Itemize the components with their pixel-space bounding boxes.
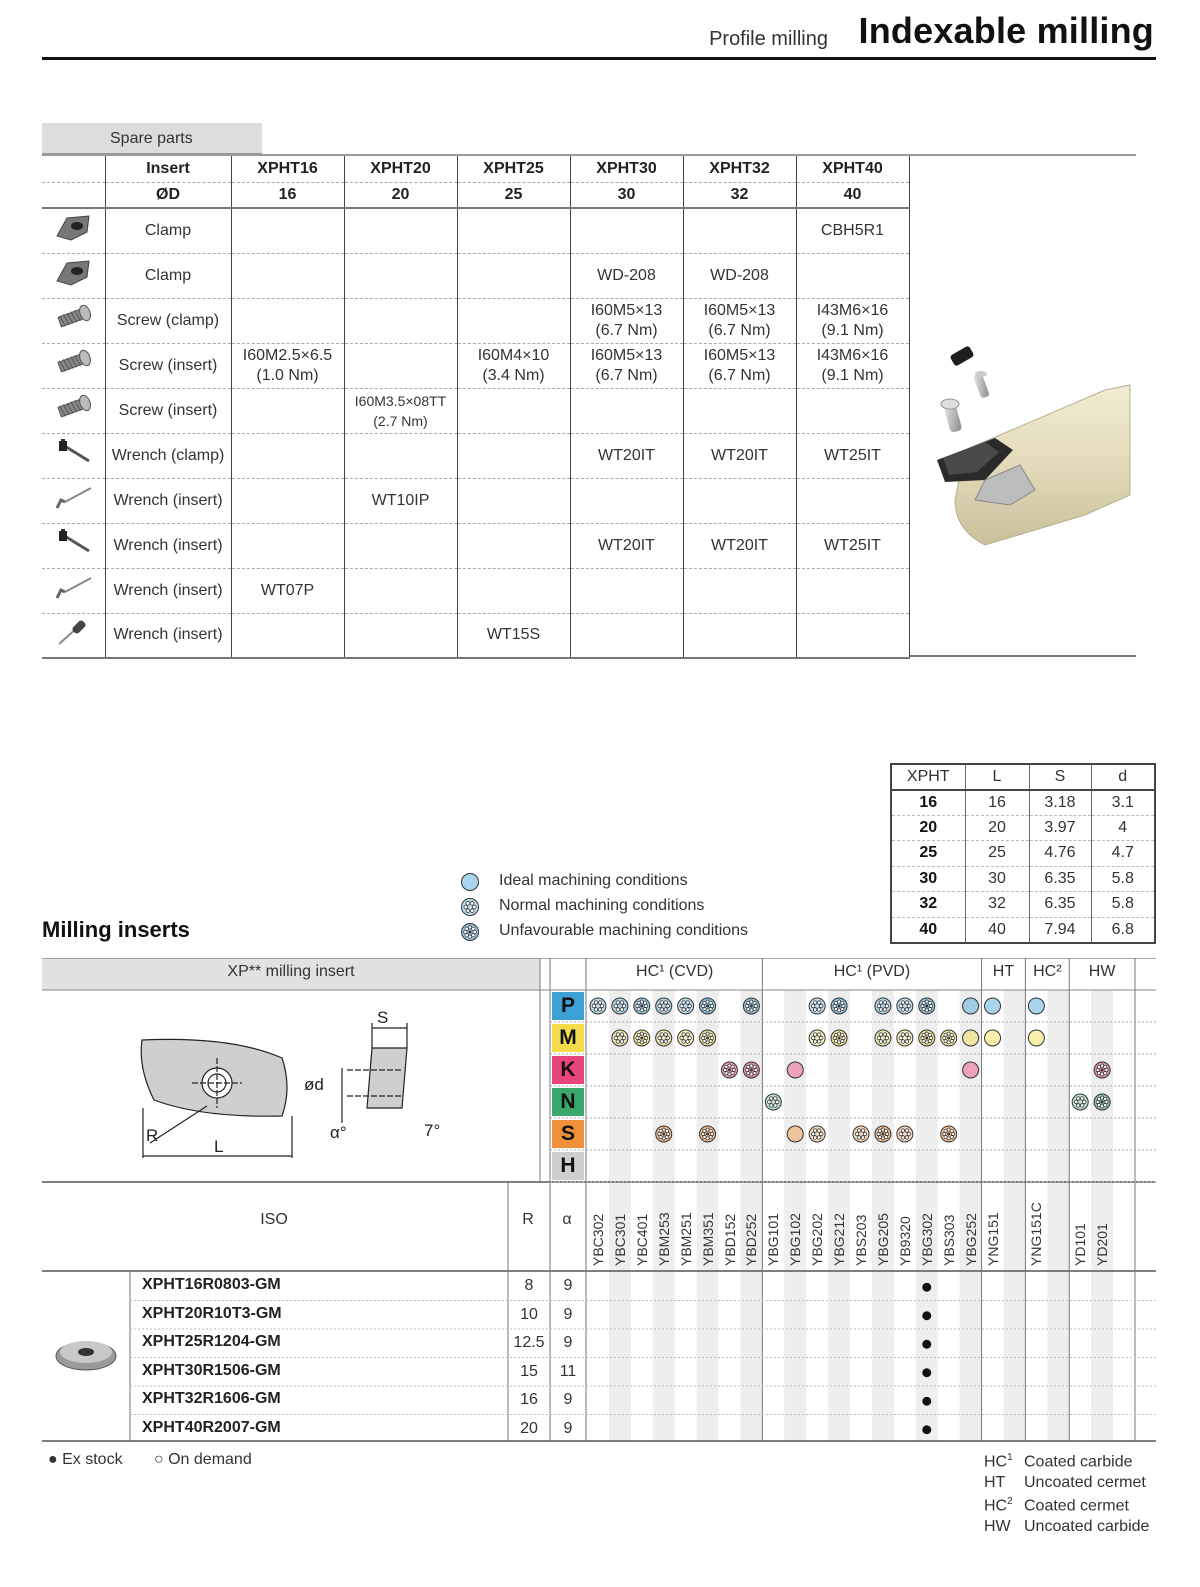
part-code-cell xyxy=(231,613,344,658)
part-code-cell: WD-208 xyxy=(683,253,796,298)
insert-iso-code: XPHT16R0803-GM xyxy=(142,1276,281,1293)
dims-row xyxy=(891,841,1155,867)
grade-name: YD201 xyxy=(1094,1223,1111,1266)
ideal-symbol xyxy=(1028,998,1044,1014)
on-demand-legend: ○ On demand xyxy=(154,1451,252,1468)
dims-cell: 30 xyxy=(965,866,1029,892)
grade-name: YBG302 xyxy=(918,1213,935,1266)
t-wrench-icon xyxy=(42,433,105,478)
part-code-cell xyxy=(231,523,344,568)
unfav-symbol xyxy=(831,1030,847,1046)
abbreviation-value: Uncoated cermet xyxy=(1024,1474,1146,1491)
dims-cell: 3.97 xyxy=(1029,815,1091,841)
unfav-symbol xyxy=(941,1126,957,1142)
diagram-label-S: S xyxy=(377,1008,389,1027)
part-code-cell: I60M5×13 (6.7 Nm) xyxy=(683,343,796,388)
insert-radius: 10 xyxy=(520,1305,538,1323)
diagram-label-d: ød xyxy=(304,1075,324,1094)
dims-cell: 20 xyxy=(965,815,1029,841)
ex-stock-dot xyxy=(922,1397,931,1406)
part-label: Clamp xyxy=(105,208,231,253)
part-label: Wrench (clamp) xyxy=(105,433,231,478)
unfav-symbol xyxy=(831,998,847,1014)
normal-symbol xyxy=(875,1030,891,1046)
part-code-cell: I60M3.5×08TT (2.7 Nm) xyxy=(344,388,457,433)
unfav-symbol xyxy=(1094,1062,1110,1078)
grade-name: YBS303 xyxy=(940,1214,957,1266)
dims-cell: 5.8 xyxy=(1091,892,1155,918)
part-label: Clamp xyxy=(105,253,231,298)
dims-cell: 3.18 xyxy=(1029,790,1091,816)
screw-icon xyxy=(42,388,105,433)
l-wrench-icon xyxy=(42,568,105,613)
unfav-symbol xyxy=(875,1126,891,1142)
ideal-symbol xyxy=(787,1126,803,1142)
screw-icon xyxy=(42,298,105,343)
ideal-symbol xyxy=(985,998,1001,1014)
l-wrench-icon xyxy=(42,478,105,523)
dims-header: d xyxy=(1091,764,1155,790)
normal-symbol xyxy=(678,1030,694,1046)
insert-alpha: 9 xyxy=(563,1305,573,1323)
part-code-cell xyxy=(570,613,683,658)
part-code-cell: I60M2.5×6.5 (1.0 Nm) xyxy=(231,343,344,388)
spare-part-row xyxy=(42,523,909,568)
header-blank-cell xyxy=(42,182,105,208)
normal-symbol xyxy=(1072,1094,1088,1110)
spare-part-row xyxy=(42,568,909,613)
dims-header: S xyxy=(1029,764,1091,790)
spare-part-row xyxy=(42,208,909,253)
spare-parts-tab xyxy=(42,123,262,155)
page-title: Indexable milling xyxy=(858,10,1154,51)
header-blank-cell xyxy=(42,156,105,182)
milling-cutter-image xyxy=(925,330,1135,550)
dims-cell: 6.35 xyxy=(1029,866,1091,892)
part-code-cell: I60M5×13 (6.7 Nm) xyxy=(683,298,796,343)
part-label: Screw (clamp) xyxy=(105,298,231,343)
part-code-cell xyxy=(796,568,909,613)
ideal-symbol xyxy=(963,1030,979,1046)
normal-condition-icon xyxy=(460,897,479,916)
column-header: XPHT30 xyxy=(570,156,683,182)
grade-name: YBM251 xyxy=(677,1212,694,1266)
part-code-cell xyxy=(344,568,457,613)
material-code: K xyxy=(560,1058,576,1081)
unfav-symbol xyxy=(634,998,650,1014)
normal-symbol xyxy=(853,1126,869,1142)
part-code-cell xyxy=(231,253,344,298)
part-code-cell xyxy=(570,568,683,613)
grade-name: YBC301 xyxy=(611,1213,628,1266)
insert-iso-code: XPHT20R10T3-GM xyxy=(142,1304,282,1322)
part-code-cell: I43M6×16 (9.1 Nm) xyxy=(796,298,909,343)
part-label: Screw (insert) xyxy=(105,343,231,388)
normal-symbol xyxy=(612,998,628,1014)
unfav-symbol xyxy=(700,998,716,1014)
dims-cell: 4.7 xyxy=(1091,841,1155,867)
material-code: S xyxy=(560,1122,575,1145)
diameter-header: 16 xyxy=(231,182,344,208)
grade-name: YBM253 xyxy=(655,1212,672,1266)
ideal-symbol xyxy=(963,998,979,1014)
dims-cell: 30 xyxy=(891,866,965,892)
alpha-header: α xyxy=(562,1211,572,1228)
column-header: XPHT32 xyxy=(683,156,796,182)
abbreviation-sup: 2 xyxy=(1007,1496,1013,1507)
insert-alpha: 9 xyxy=(563,1419,573,1437)
spare-part-row xyxy=(42,613,909,658)
column-header: Insert xyxy=(105,156,231,182)
part-code-cell xyxy=(344,433,457,478)
grade-selection-grid xyxy=(42,958,1156,1442)
part-code-cell xyxy=(344,523,457,568)
dims-header: L xyxy=(965,764,1029,790)
part-code-cell: WT20IT xyxy=(570,523,683,568)
dims-header: XPHT xyxy=(891,764,965,790)
abbreviation-key: HT xyxy=(984,1474,1006,1491)
spare-parts-label: Spare parts xyxy=(110,130,193,147)
ideal-symbol xyxy=(1028,1030,1044,1046)
dims-cell: 25 xyxy=(965,841,1029,867)
ideal-symbol xyxy=(985,1030,1001,1046)
part-code-cell: I60M5×13 (6.7 Nm) xyxy=(570,343,683,388)
spare-part-row xyxy=(42,478,909,523)
dims-cell: 32 xyxy=(891,892,965,918)
grade-name: YBG205 xyxy=(874,1213,891,1266)
unfav-symbol xyxy=(721,1062,737,1078)
unfav-symbol xyxy=(919,998,935,1014)
spare-parts-table xyxy=(42,156,910,659)
unfav-symbol xyxy=(743,998,759,1014)
dims-cell: 5.8 xyxy=(1091,866,1155,892)
normal-symbol xyxy=(809,1126,825,1142)
insert-alpha: 9 xyxy=(563,1277,573,1294)
part-code-cell: WT15S xyxy=(457,613,570,658)
insert-radius: 12.5 xyxy=(513,1334,545,1351)
part-code-cell xyxy=(570,208,683,253)
normal-symbol xyxy=(875,998,891,1014)
part-code-cell xyxy=(457,253,570,298)
insert-iso-code: XPHT32R1606-GM xyxy=(142,1390,281,1407)
part-code-cell: I60M4×10 (3.4 Nm) xyxy=(457,343,570,388)
insert-alpha: 9 xyxy=(563,1334,573,1351)
spare-part-row xyxy=(42,343,909,388)
page-header xyxy=(42,0,1156,60)
unfav-symbol xyxy=(634,1030,650,1046)
dims-row xyxy=(891,917,1155,943)
normal-symbol xyxy=(765,1094,781,1110)
part-code-cell xyxy=(344,298,457,343)
diagram-label-angle: 7° xyxy=(424,1121,441,1140)
insert-radius: 8 xyxy=(524,1277,534,1294)
dims-cell: 6.35 xyxy=(1029,892,1091,918)
part-code-cell: I60M5×13 (6.7 Nm) xyxy=(570,298,683,343)
insert-iso-code: XPHT25R1204-GM xyxy=(142,1333,281,1350)
insert-radius: 20 xyxy=(520,1419,538,1437)
part-code-cell xyxy=(570,388,683,433)
dims-cell: 20 xyxy=(891,815,965,841)
dims-cell: 16 xyxy=(891,790,965,816)
part-code-cell: WT10IP xyxy=(344,478,457,523)
section-subtitle: Profile milling xyxy=(709,28,828,50)
abbreviation-entry xyxy=(984,1474,1146,1492)
grade-name: YBD152 xyxy=(721,1213,738,1266)
part-code-cell: WT07P xyxy=(231,568,344,613)
insert-header: XP** milling insert xyxy=(227,963,355,980)
diameter-header: 30 xyxy=(570,182,683,208)
spare-part-row xyxy=(42,433,909,478)
ex-stock-dot xyxy=(922,1425,931,1434)
dims-cell: 4.76 xyxy=(1029,841,1091,867)
part-code-cell xyxy=(344,208,457,253)
dims-cell: 4 xyxy=(1091,815,1155,841)
part-label: Wrench (insert) xyxy=(105,478,231,523)
unfavourable-condition-icon xyxy=(460,922,479,941)
part-code-cell xyxy=(796,253,909,298)
abbreviation-value: Coated carbide xyxy=(1024,1453,1133,1471)
part-code-cell xyxy=(683,208,796,253)
grade-group-label: HC² xyxy=(1033,963,1062,980)
material-code: M xyxy=(559,1026,577,1049)
part-code-cell xyxy=(457,568,570,613)
dims-cell: 6.8 xyxy=(1091,917,1155,943)
diameter-header: 32 xyxy=(683,182,796,208)
abbreviation-entry xyxy=(984,1496,1129,1515)
spare-part-row xyxy=(42,253,909,298)
part-code-cell xyxy=(231,208,344,253)
spare-part-row xyxy=(42,298,909,343)
abbreviation-key: HC xyxy=(984,1453,1008,1471)
abbreviation-value: Coated cermet xyxy=(1024,1497,1129,1515)
diameter-header: 25 xyxy=(457,182,570,208)
part-code-cell xyxy=(457,298,570,343)
part-code-cell xyxy=(231,298,344,343)
t-wrench-icon xyxy=(42,523,105,568)
normal-symbol xyxy=(590,998,606,1014)
dims-cell: 7.94 xyxy=(1029,917,1091,943)
insert-diagram xyxy=(141,1023,407,1158)
part-label: Wrench (insert) xyxy=(105,568,231,613)
part-code-cell xyxy=(344,343,457,388)
column-header: XPHT20 xyxy=(344,156,457,182)
grade-name: YBG212 xyxy=(831,1213,848,1266)
grade-name: YBG101 xyxy=(765,1213,782,1266)
column-header: XPHT40 xyxy=(796,156,909,182)
unfav-symbol xyxy=(656,1126,672,1142)
part-code-cell: WT20IT xyxy=(570,433,683,478)
normal-symbol xyxy=(656,1030,672,1046)
dims-row xyxy=(891,866,1155,892)
insert-iso-code: XPHT30R1506-GM xyxy=(142,1361,281,1379)
dims-cell: 25 xyxy=(891,841,965,867)
iso-header: ISO xyxy=(260,1211,288,1228)
part-label: Wrench (insert) xyxy=(105,523,231,568)
dims-row xyxy=(891,790,1155,816)
legend-label: Unfavourable machining conditions xyxy=(499,922,749,939)
ideal-symbol xyxy=(963,1062,979,1078)
unfav-symbol xyxy=(941,1030,957,1046)
clamp-icon xyxy=(42,253,105,298)
ex-stock-legend: ● Ex stock xyxy=(48,1451,123,1468)
grade-group-label: HW xyxy=(1088,963,1116,980)
divider xyxy=(910,655,1136,657)
diagram-label-R: R xyxy=(146,1126,159,1145)
ex-stock-dot xyxy=(922,1283,931,1292)
insert-photo xyxy=(56,1341,116,1370)
part-code-cell xyxy=(570,478,683,523)
part-code-cell: I43M6×16 (9.1 Nm) xyxy=(796,343,909,388)
ideal-condition-icon xyxy=(460,872,479,891)
part-code-cell xyxy=(344,253,457,298)
dimensions-table xyxy=(890,763,1156,944)
grade-name: YD101 xyxy=(1072,1223,1089,1266)
part-code-cell xyxy=(344,613,457,658)
diagram-label-alpha: α° xyxy=(330,1123,347,1142)
diameter-header: ØD xyxy=(105,182,231,208)
unfav-symbol xyxy=(1094,1094,1110,1110)
insert-alpha: 9 xyxy=(563,1391,573,1408)
grade-name: YNG151 xyxy=(984,1212,1001,1266)
abbreviation-key: HW xyxy=(984,1518,1011,1535)
part-code-cell xyxy=(683,613,796,658)
insert-alpha: 11 xyxy=(559,1362,577,1380)
part-code-cell: WT25IT xyxy=(796,523,909,568)
dims-cell: 16 xyxy=(965,790,1029,816)
part-code-cell: CBH5R1 xyxy=(796,208,909,253)
column-header: XPHT16 xyxy=(231,156,344,182)
grade-group-label: HC¹ (PVD) xyxy=(833,963,911,980)
ex-stock-dot xyxy=(922,1340,931,1349)
diagram-label-L: L xyxy=(214,1137,224,1156)
part-code-cell xyxy=(231,388,344,433)
grade-name: YBG102 xyxy=(787,1213,804,1266)
part-code-cell xyxy=(796,388,909,433)
part-code-cell: WT25IT xyxy=(796,433,909,478)
diameter-header: 40 xyxy=(796,182,909,208)
material-code: P xyxy=(560,994,575,1017)
material-code: H xyxy=(560,1154,576,1177)
grade-name: YB9320 xyxy=(896,1216,913,1266)
grade-name: YBC401 xyxy=(633,1213,650,1266)
part-label: Wrench (insert) xyxy=(105,613,231,658)
part-code-cell xyxy=(457,433,570,478)
abbreviation-entry xyxy=(984,1452,1133,1471)
grade-name: YBC302 xyxy=(590,1213,606,1266)
insert-radius: 15 xyxy=(520,1362,538,1380)
column-header: XPHT25 xyxy=(457,156,570,182)
normal-symbol xyxy=(809,1030,825,1046)
ex-stock-dot xyxy=(922,1368,931,1377)
part-code-cell: WD-208 xyxy=(570,253,683,298)
unfav-symbol xyxy=(700,1030,716,1046)
part-code-cell: WT20IT xyxy=(683,523,796,568)
legend-label: Ideal machining conditions xyxy=(499,872,688,889)
legend-label: Normal machining conditions xyxy=(499,897,705,914)
r-header: R xyxy=(522,1211,534,1228)
unfav-symbol xyxy=(919,1030,935,1046)
part-code-cell xyxy=(457,523,570,568)
grade-name: YNG151C xyxy=(1028,1202,1045,1266)
milling-inserts-title: Milling inserts xyxy=(42,917,190,942)
part-code-cell xyxy=(796,613,909,658)
part-code-cell xyxy=(796,478,909,523)
abbreviation-key: HC xyxy=(984,1497,1008,1515)
abbreviation-entry xyxy=(984,1518,1149,1536)
insert-radius: 16 xyxy=(520,1391,538,1408)
dims-cell: 32 xyxy=(965,892,1029,918)
normal-symbol xyxy=(678,998,694,1014)
normal-symbol xyxy=(897,998,913,1014)
ideal-symbol xyxy=(787,1062,803,1078)
dims-cell: 40 xyxy=(891,917,965,943)
part-code-cell xyxy=(457,388,570,433)
unfav-symbol xyxy=(700,1126,716,1142)
abbreviation-value: Uncoated carbide xyxy=(1024,1518,1150,1535)
grade-group-label: HT xyxy=(992,963,1015,980)
part-code-cell xyxy=(231,478,344,523)
dims-row xyxy=(891,815,1155,841)
normal-symbol xyxy=(809,998,825,1014)
clamp-icon xyxy=(42,208,105,253)
part-code-cell xyxy=(231,433,344,478)
part-code-cell xyxy=(457,478,570,523)
part-code-cell xyxy=(683,568,796,613)
grade-name: YBM351 xyxy=(699,1212,716,1266)
screwdriver-icon xyxy=(42,613,105,658)
grade-group-label: HC¹ (CVD) xyxy=(636,963,714,980)
spare-part-row xyxy=(42,388,909,433)
screw-icon xyxy=(42,343,105,388)
normal-symbol xyxy=(897,1030,913,1046)
part-code-cell xyxy=(683,478,796,523)
normal-symbol xyxy=(612,1030,628,1046)
diameter-header: 20 xyxy=(344,182,457,208)
material-code: N xyxy=(560,1090,576,1113)
normal-symbol xyxy=(897,1126,913,1142)
abbreviation-sup: 1 xyxy=(1007,1452,1013,1463)
dims-cell: 3.1 xyxy=(1091,790,1155,816)
insert-iso-code: XPHT40R2007-GM xyxy=(142,1418,281,1436)
normal-symbol xyxy=(656,998,672,1014)
ex-stock-dot xyxy=(922,1311,931,1320)
grade-name: YBS203 xyxy=(853,1214,870,1266)
part-label: Screw (insert) xyxy=(105,388,231,433)
unfav-symbol xyxy=(743,1062,759,1078)
dims-row xyxy=(891,892,1155,918)
part-code-cell: WT20IT xyxy=(683,433,796,478)
grade-name: YBG252 xyxy=(962,1213,979,1266)
grade-name: YBG202 xyxy=(809,1213,826,1266)
dims-cell: 40 xyxy=(965,917,1029,943)
grade-name: YBD252 xyxy=(743,1213,760,1266)
part-code-cell xyxy=(457,208,570,253)
part-code-cell xyxy=(683,388,796,433)
